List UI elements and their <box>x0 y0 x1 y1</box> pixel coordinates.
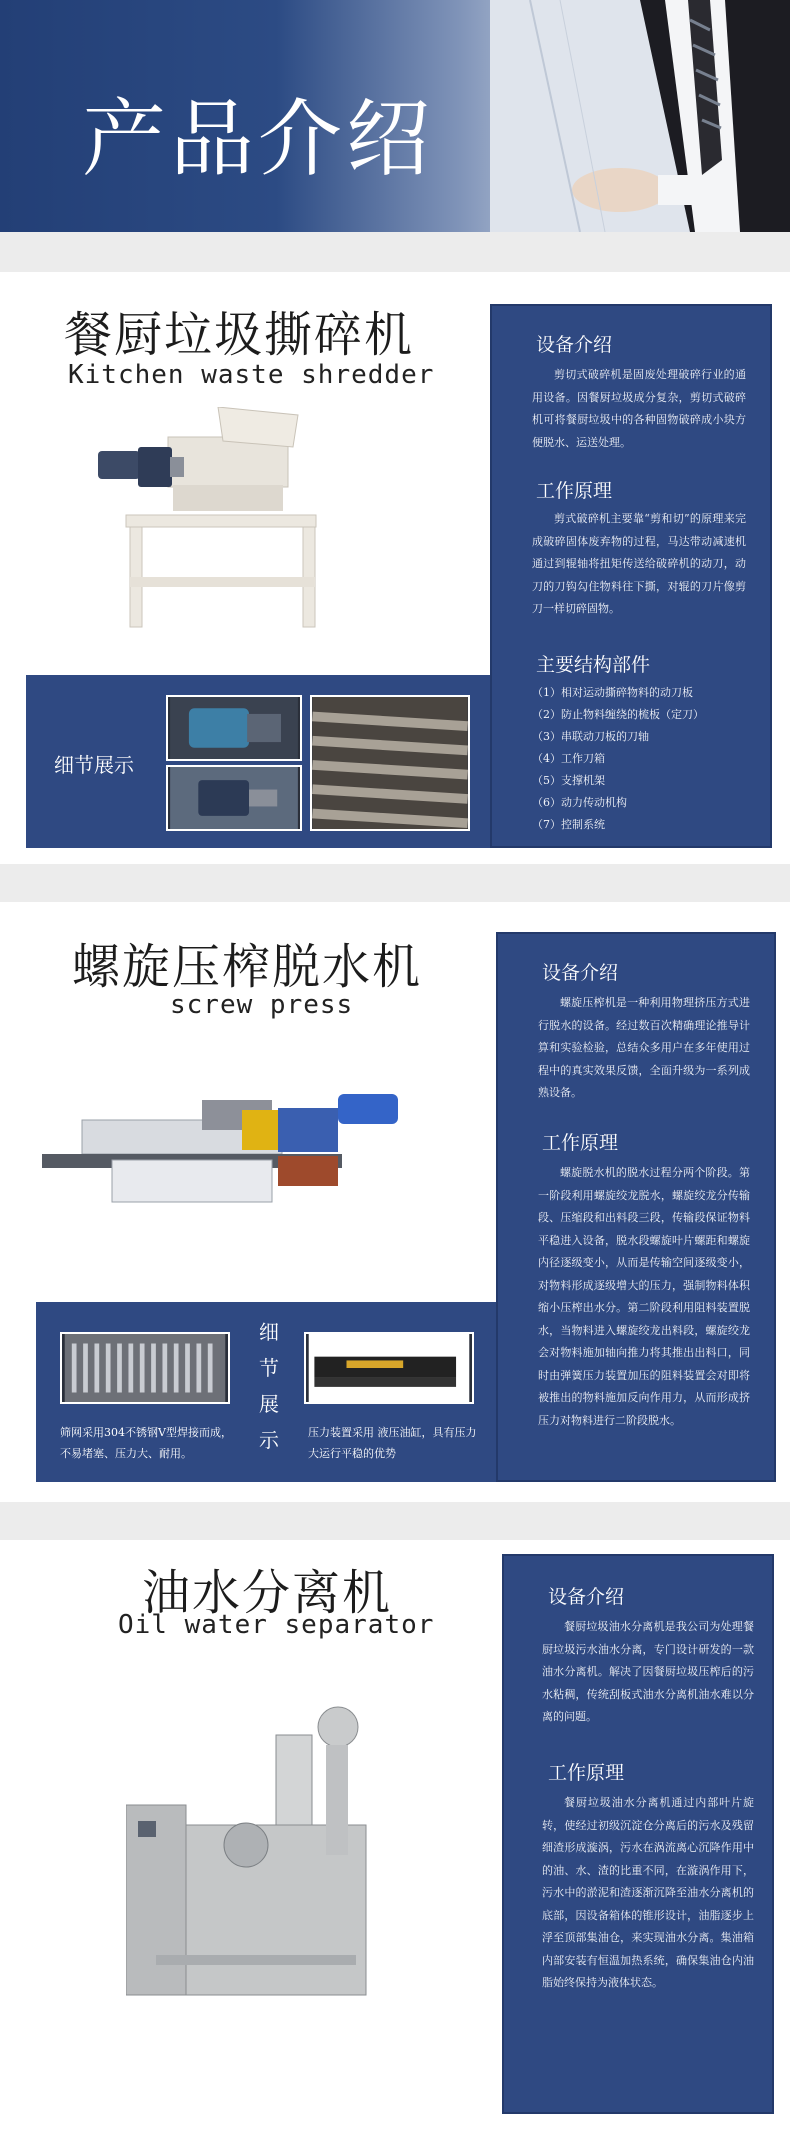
detail-char: 节 <box>259 1356 279 1380</box>
oil-title: 油水分离机 <box>142 1565 393 1621</box>
parts-item: （2）防止物料缠绕的梳板（定刀） <box>532 708 704 721</box>
detail-char: 展 <box>259 1392 279 1416</box>
shredder-parts-heading: 主要结构部件 <box>536 654 651 676</box>
screw-press-machine-image <box>42 1080 462 1206</box>
parts-item: （4）工作刀箱 <box>532 752 605 765</box>
motor-photo <box>166 695 302 761</box>
screw-subtitle: screw press <box>170 990 354 1020</box>
oil-info-panel <box>502 1554 774 2114</box>
oil-intro-heading: 设备介绍 <box>548 1586 625 1608</box>
header-banner <box>0 0 790 232</box>
screw-press-section <box>0 902 790 1502</box>
oil-subtitle: Oil water separator <box>118 1610 435 1640</box>
gearbox-photo <box>166 765 302 831</box>
screw-detail-strip <box>36 1302 496 1482</box>
shredder-machine-image <box>98 407 338 632</box>
oil-intro-text: 餐厨垃圾油水分离机是我公司为处理餐厨垃圾污水油水分离，专门设计研发的一款油水分离机。解决了因餐厨垃圾压榨后的污水粘稠，传统刮板式油水分离机油水难以分离的问题。 <box>542 1620 754 1723</box>
screw-principle-text: 螺旋脱水机的脱水过程分两个阶段。第一阶段利用螺旋绞龙脱水，螺旋绞龙分传输段、压缩段和出料段三段，传输段保证物料平稳进入设备，脱水段螺旋叶片螺距和螺旋内径逐级变小，从而是传输空间逐级变小，对物料形成逐级增大的压力，强制物料体积缩小压榨出水分。第二阶段利用阻料装置脱水，当物料进入螺旋绞龙出料段，螺旋绞龙会对物料施加轴向推力将其推出出料口，同时由弹簧压力装置加压的阻料装置会对即将被推出的物料施加反向作用力，从而形成挤压力对物料进行二阶段脱水。 <box>538 1166 750 1427</box>
screw-info-panel <box>496 932 776 1482</box>
hydraulic-cylinder-photo <box>304 1332 474 1404</box>
shredder-detail-label: 细节展示 <box>54 753 134 777</box>
shredder-intro-text: 剪切式破碎机是固废处理破碎行业的通用设备。因餐厨垃圾成分复杂，剪切式破碎机可将餐厨垃圾中的各种固物破碎成小块方便脱水、运送处理。 <box>532 368 746 449</box>
oil-principle-text: 餐厨垃圾油水分离机通过内部叶片旋转，使经过初级沉淀仓分离后的污水及残留细渣形成漩涡，污水在涡流离心沉降作用中的油、水、渣的比重不同，在漩涡作用下，污水中的淤泥和渣逐渐沉降至油水分离机的底部，因设备箱体的锥形设计，油脂逐步上浮至顶部集油仓，来实现油水分离。集油箱内部安装有恒温加热系统，确保集油仓内油脂始终保持为液体状态。 <box>542 1796 754 1989</box>
screw-intro-heading: 设备介绍 <box>542 962 619 984</box>
detail-char: 示 <box>259 1428 279 1452</box>
shredder-principle-text: 剪式破碎机主要靠“剪和切”的原理来完成破碎固体废弃物的过程，马达带动减速机通过到辊轴将扭矩传送给破碎机的动刀，动刀的刀钩勾住物料往下撕，对辊的刀片像剪刀一样切碎固物。 <box>532 512 746 615</box>
oil-separator-machine-image <box>126 1705 388 2010</box>
shredder-subtitle: Kitchen waste shredder <box>68 360 435 390</box>
screw-intro-text: 螺旋压榨机是一种利用物理挤压方式进行脱水的设备。经过数百次精确理论推导计算和实验检验，总结众多用户在多年使用过程中的真实效果反馈，全面升级为一系列成熟设备。 <box>538 996 750 1099</box>
shredder-parts-list <box>532 682 704 836</box>
detail-char: 细 <box>259 1320 279 1344</box>
shredder-title: 餐厨垃圾撕碎机 <box>64 307 415 363</box>
oil-principle-heading: 工作原理 <box>548 1762 625 1784</box>
oil-separator-section <box>0 1540 790 2131</box>
banner-title: 产品介绍 <box>82 90 435 188</box>
shredder-info-panel <box>490 304 772 848</box>
parts-item: （6）动力传动机构 <box>532 796 627 809</box>
hydraulic-caption: 压力装置采用 液压油缸，具有压力大运行平稳的优势 <box>308 1426 477 1460</box>
shredder-section <box>0 272 790 864</box>
parts-item: （5）支撑机架 <box>532 774 605 787</box>
screen-mesh-caption: 筛网采用304不锈钢V型焊接而成，不易堵塞、压力大、耐用。 <box>60 1426 232 1460</box>
businessman-photo <box>490 0 790 232</box>
screw-detail-label <box>258 1314 280 1458</box>
shredder-principle-heading: 工作原理 <box>536 480 613 502</box>
shredder-detail-strip <box>26 675 490 848</box>
parts-item: （7）控制系统 <box>532 818 605 831</box>
parts-item: （3）串联动刀板的刀轴 <box>532 730 649 743</box>
blades-photo <box>310 695 470 831</box>
separator-band <box>0 232 790 272</box>
screen-mesh-photo <box>60 1332 230 1404</box>
screw-principle-heading: 工作原理 <box>542 1132 619 1154</box>
screw-title: 螺旋压榨脱水机 <box>72 939 423 995</box>
shredder-intro-heading: 设备介绍 <box>536 334 613 356</box>
parts-item: （1）相对运动撕碎物料的动刀板 <box>532 686 693 699</box>
